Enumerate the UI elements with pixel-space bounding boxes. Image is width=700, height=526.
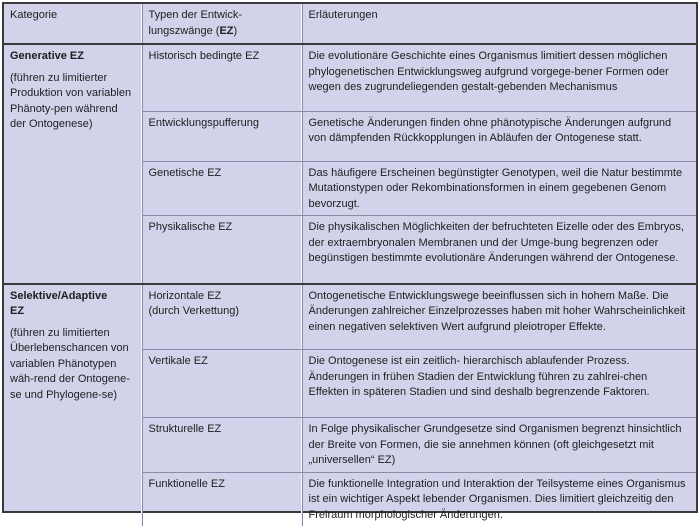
- explanation-cell: Die evolutionäre Geschichte eines Organismus limitiert dessen möglichen phylogenetischen Entwicklungsweg aufgrund vorgege-bener Formen oder wegen des zugrundeliegenden gestalt-gebenden Mechanismus: [302, 44, 696, 111]
- category-generative: [4, 44, 142, 284]
- type-cell: Strukturelle EZ: [142, 418, 302, 473]
- header-typen: Typen der Entwick- lungszwänge (EZ): [142, 4, 302, 44]
- explanation-cell: In Folge physikalischer Grundgesetze sind Organismen begrenzt hinsichtlich der Breite von Formen, die sie annehmen können (oft gleichgesetzt mit „universellen“ EZ): [302, 418, 696, 473]
- table-row: [4, 284, 696, 350]
- explanation-cell: Das häufigere Erscheinen begünstigter Genotypen, weil die Natur bestimmte Mutationstypen oder Rekombinationsformen in einem gegebenen Genom bevorzugt.: [302, 161, 696, 216]
- constraints-table: [4, 4, 696, 526]
- type-cell: Vertikale EZ: [142, 350, 302, 418]
- table-row: [4, 44, 696, 111]
- category-selective: [4, 284, 142, 526]
- type-cell: Funktionelle EZ: [142, 472, 302, 526]
- header-row: [4, 4, 696, 44]
- category-description: (führen zu limitierter Produktion von variablen Phänoty-pen während der Ontogenese): [10, 71, 136, 133]
- type-cell: Historisch bedingte EZ: [142, 44, 302, 111]
- explanation-cell: Die physikalischen Möglichkeiten der befruchteten Eizelle oder des Embryos, der extraembryonalen Membranen und der Umge-bung begrenzen oder begünstigen bestimmte evolutionäre Änderungen während der Ontogenese.: [302, 216, 696, 284]
- explanation-cell: Ontogenetische Entwicklungswege beeinflussen sich in hohem Maße. Die Änderungen zahlreicher Einzelprozesses haben mit hoher Wahrscheinlichkeit einen negativen selektiven Wert aufgrund pleiotroper Effekte.: [302, 284, 696, 350]
- header-kategorie: Kategorie: [4, 4, 142, 44]
- type-cell: Horizontale EZ (durch Verkettung): [142, 284, 302, 350]
- type-cell: Physikalische EZ: [142, 216, 302, 284]
- header-erlaeuterungen: Erläuterungen: [302, 4, 696, 44]
- explanation-cell: Die Ontogenese ist ein zeitlich- hierarchisch ablaufender Prozess. Änderungen in frühen Stadien der Entwicklung führen zu zahlrei-chen Effekten in späteren Stadien und sind deshalb begrenzende Faktoren.: [302, 350, 696, 418]
- category-description: (führen zu limitierten Überlebenschancen von variablen Phänotypen wäh-rend der Ontogene-se und Phylogene-se): [10, 326, 136, 404]
- type-cell: Entwicklungspufferung: [142, 111, 302, 161]
- type-cell: Genetische EZ: [142, 161, 302, 216]
- category-name: Generative EZ: [10, 49, 136, 65]
- constraints-table-frame: [2, 2, 698, 513]
- explanation-cell: Genetische Änderungen finden ohne phänotypische Änderungen aufgrund von dämpfenden Rückkopplungen in Abläufen der Ontogenese statt.: [302, 111, 696, 161]
- explanation-cell: Die funktionelle Integration und Interaktion der Teilsysteme eines Organismus ist ein wichtiger Aspekt lebender Organismen. Dies limitiert gleichzeitig den Freiraum morphologischer Änderungen.: [302, 472, 696, 526]
- category-name: Selektive/Adaptive EZ: [10, 289, 136, 320]
